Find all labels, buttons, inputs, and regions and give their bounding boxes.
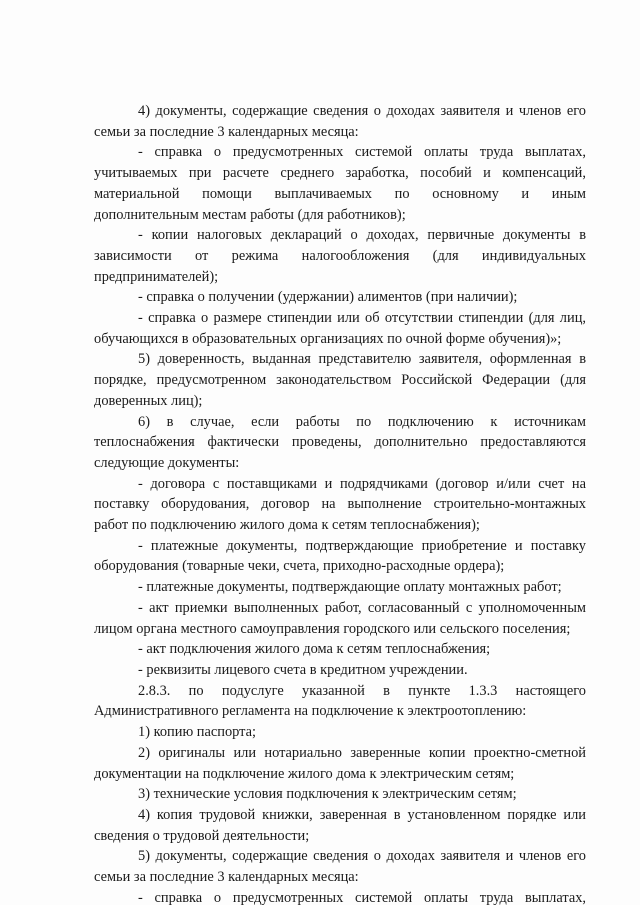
- text-line: Административного регламента на подключение к электроотоплению:: [94, 703, 527, 720]
- text-line: - платежные документы, подтверждающие приобретение и поставку: [138, 537, 586, 554]
- text-line: сведения о трудовой деятельности;: [94, 827, 310, 844]
- text-line: работ по подключению жилого дома к сетям теплоснабжения);: [94, 517, 480, 534]
- text-line: 5) документы, содержащие сведения о доходах заявителя и членов его: [138, 848, 586, 865]
- text-line: лицом органа местного самоуправления городского или сельского поселения;: [94, 620, 571, 637]
- text-line: 5) доверенность, выданная представителю заявителя, оформленная в: [138, 351, 586, 368]
- text-line: 2.8.3. по подуслуге указанной в пункте 1.3.3 настоящего: [138, 682, 586, 699]
- text-line: зависимости от режима налогообложения (для индивидуальных: [94, 247, 586, 264]
- text-line: предпринимателей);: [94, 268, 219, 285]
- text-line: - справка о предусмотренных системой оплаты труда выплатах,: [138, 144, 586, 161]
- text-line: семьи за последние 3 календарных месяца:: [94, 123, 359, 140]
- text-line: теплоснабжения фактически проведены, дополнительно предоставляются: [94, 434, 586, 451]
- text-line: - акт подключения жилого дома к сетям теплоснабжения;: [138, 641, 491, 658]
- text-line: дополнительным местам работы (для работников);: [94, 206, 406, 223]
- text-line: 4) копия трудовой книжки, заверенная в установленном порядке или: [138, 806, 586, 823]
- text-line: - договора с поставщиками и подрядчиками (договор и/или счет на: [138, 475, 586, 492]
- text-line: документации на подключение жилого дома к электрическим сетям;: [94, 765, 515, 782]
- text-line: порядке, предусмотренном законодательством Российской Федерации (для: [94, 372, 586, 389]
- text-line: учитываемых при расчете среднего заработка, пособий и компенсаций,: [94, 165, 586, 182]
- text-line: обучающихся в образовательных организациях по очной форме обучения)»;: [94, 330, 562, 347]
- document-body: [94, 101, 586, 908]
- text-line: - платежные документы, подтверждающие оплату монтажных работ;: [138, 579, 562, 596]
- text-line: - реквизиты лицевого счета в кредитном учреждении.: [138, 661, 468, 678]
- text-line: следующие документы:: [94, 454, 240, 471]
- text-line: семьи за последние 3 календарных месяца:: [94, 869, 359, 886]
- text-line: 2) оригиналы или нотариально заверенные копии проектно-сметной: [138, 744, 586, 761]
- text-line: - копии налоговых деклараций о доходах, первичные документы в: [138, 227, 586, 244]
- text-line: - акт приемки выполненных работ, согласованный с уполномоченным: [138, 599, 586, 616]
- text-line: 1) копию паспорта;: [138, 724, 257, 741]
- text-line: 4) документы, содержащие сведения о доходах заявителя и членов его: [138, 103, 586, 119]
- text-line: 3) технические условия подключения к электрическим сетям;: [138, 786, 517, 803]
- text-line: доверенных лиц);: [94, 392, 203, 409]
- text-line: 6) в случае, если работы по подключению к источникам: [138, 413, 586, 430]
- text-line: материальной помощи выплачиваемых по основному и иным: [94, 185, 586, 202]
- text-line: оборудования (товарные чеки, счета, приходно-расходные ордера);: [94, 558, 505, 575]
- text-line: - справка о получении (удержании) алиментов (при наличии);: [138, 289, 518, 306]
- text-line: - справка о предусмотренных системой оплаты труда выплатах,: [138, 889, 586, 906]
- text-line: - справка о размере стипендии или об отсутствии стипендии (для лиц,: [138, 310, 586, 327]
- text-line: поставку оборудования, договор на выполнение строительно-монтажных: [94, 496, 586, 513]
